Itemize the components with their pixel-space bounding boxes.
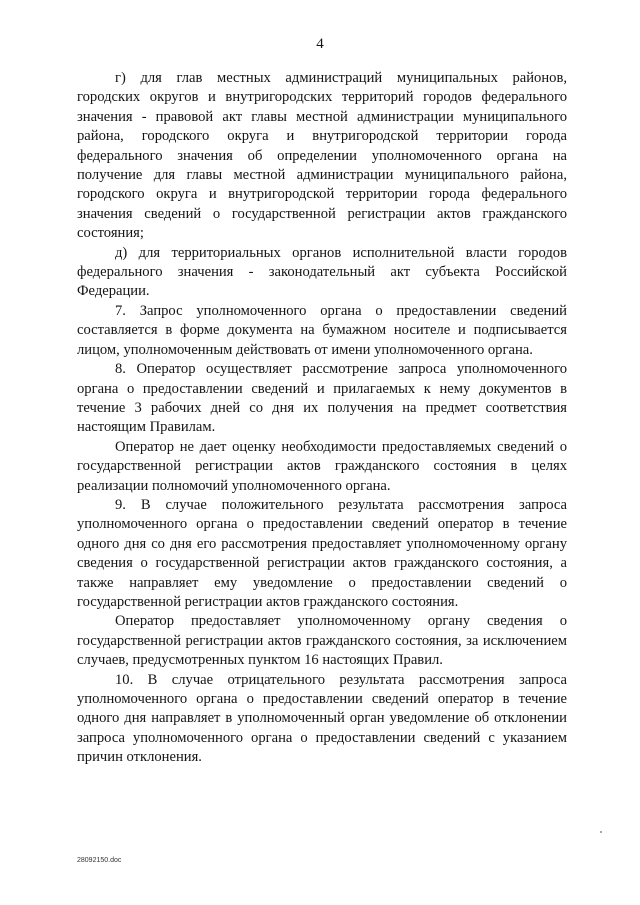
document-file-code: 28092150.doc <box>77 857 122 864</box>
paragraph-item-7: 7. Запрос уполномоченного органа о предоставлении сведений составляется в форме документа на бумажном носителе и подписывается лицом, уполномоченным действовать от имени уполномоченного органа. <box>77 302 567 358</box>
paragraph-subitem-g: г) для глав местных администраций муниципальных районов, городских округов и внутригородских территорий городов федерального значения - правовой акт главы местной администрации муниципального района, городского округа и внутригородской территории города федерального значения об определении уполномоченного органа на получение для главы местной администрации муниципального района, городского округа и внутригородской территории города федерального значения сведений о государственной регистрации актов гражданского состояния; <box>77 70 567 242</box>
paragraph-item-8: 8. Оператор осуществляет рассмотрение запроса уполномоченного органа о предоставлении сведений и прилагаемых к нему документов в течение 3 рабочих дней со дня их получения на предмет соответствия настоящим Правилам. <box>77 361 567 436</box>
scan-speck <box>600 831 602 833</box>
paragraph-item-9-continued: Оператор предоставляет уполномоченному органу сведения о государственной регистрации актов гражданского состояния, за исключением случаев, предусмотренных пунктом 16 настоящих Правил. <box>77 613 567 669</box>
paragraph-item-8-continued: Оператор не дает оценку необходимости предоставляемых сведений о государственной регистрации актов гражданского состояния в целях реализации полномочий уполномоченного органа. <box>77 438 567 494</box>
paragraph-item-9: 9. В случае положительного результата рассмотрения запроса уполномоченного органа о предоставлении сведений оператор в течение одного дня со дня его рассмотрения предоставляет уполномоченному органу сведения о государственной регистрации актов гражданского состояния, а также направляет ему уведомление о предоставлении сведений о государственной регистрации актов гражданского состояния. <box>77 496 567 610</box>
paragraph-subitem-d: д) для территориальных органов исполнительной власти городов федерального значения - законодательный акт субъекта Российской Федерации. <box>77 244 567 300</box>
paragraph-item-10: 10. В случае отрицательного результата рассмотрения запроса уполномоченного органа о предоставлении сведений оператор в течение одного дня направляет в уполномоченный орган уведомление об отклонении запроса уполномоченного органа о предоставлении сведений с указанием причин отклонения. <box>77 671 567 766</box>
page-number: 4 <box>316 36 324 52</box>
document-body <box>77 69 567 768</box>
